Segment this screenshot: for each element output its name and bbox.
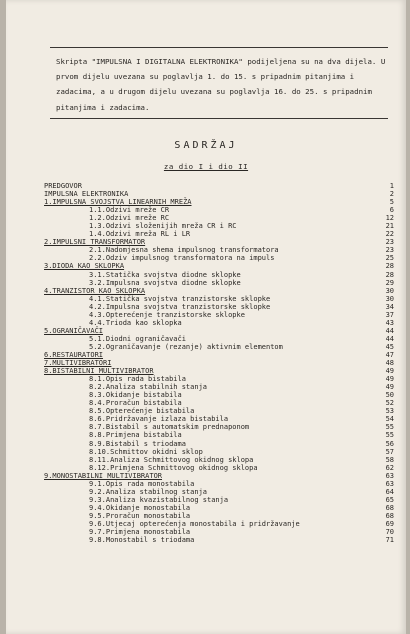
intro-paragraph: Skripta "IMPULSNA I DIGITALNA ELEKTRONIKA" podijeljena su na dva dijela. U prvom dijelu uvezana su poglavlja 1. do 15. s pripadnim pitanjima i zadacima, a u drugom dijelu uvezana su poglavlja 16. do 25. s pripadnim pitanjima i zadacima. bbox=[56, 57, 386, 112]
toc-entry-title: 1.3.Odzivi složenijih mreža CR i RC bbox=[89, 222, 237, 231]
toc-entry bbox=[44, 303, 394, 311]
toc-entry bbox=[44, 335, 394, 343]
toc-entry-title: 8.4.Proračun bistabila bbox=[89, 399, 182, 408]
toc-entry bbox=[44, 182, 394, 190]
toc-subtitle: za dio I i dio II bbox=[163, 162, 249, 171]
toc-entry bbox=[44, 440, 394, 448]
toc-entry-title: 8.1.Opis rada bistabila bbox=[89, 375, 186, 384]
toc-entry-page: 43 bbox=[385, 318, 394, 327]
toc-entry-page: 69 bbox=[385, 519, 394, 528]
toc-entry-page: 52 bbox=[385, 399, 394, 408]
toc-entry-page: 50 bbox=[385, 391, 394, 400]
toc-entry-title: 9.MONOSTABILNI MULTIVIBRATOR bbox=[44, 471, 163, 480]
toc-entry bbox=[44, 488, 394, 496]
toc-entry-page: 49 bbox=[385, 367, 394, 376]
toc-entry bbox=[44, 206, 394, 214]
toc-entry-page: 34 bbox=[385, 302, 394, 311]
toc-entry bbox=[44, 319, 394, 327]
toc-entry-page: 70 bbox=[385, 528, 394, 537]
toc-entry-title: 4.4.Trioda kao sklopka bbox=[89, 318, 182, 327]
toc-entry-page: 65 bbox=[385, 495, 394, 504]
toc-entry bbox=[44, 311, 394, 319]
toc-entry-page: 5 bbox=[389, 198, 394, 207]
toc-entry-page: 37 bbox=[385, 310, 394, 319]
toc-entry bbox=[44, 456, 394, 464]
toc-title: SADRŽAJ bbox=[174, 140, 238, 151]
toc-entry-title: 4.1.Statička svojstva tranzistorske sklopke bbox=[89, 294, 271, 303]
toc-entry-page: 68 bbox=[385, 511, 394, 520]
toc-entry-page: 12 bbox=[385, 214, 394, 223]
toc-entry-title: 8.9.Bistabil s triodama bbox=[89, 439, 186, 448]
toc-entry bbox=[44, 415, 394, 423]
toc-entry bbox=[44, 279, 394, 287]
toc-entry bbox=[44, 295, 394, 303]
toc-entry bbox=[44, 472, 394, 480]
toc-entry-title: 7.MULTIVIBRATORI bbox=[44, 359, 112, 368]
toc-entry-page: 64 bbox=[385, 487, 394, 496]
toc-entry bbox=[44, 327, 394, 335]
toc-entry bbox=[44, 512, 394, 520]
toc-entry bbox=[44, 238, 394, 246]
toc-entry-page: 49 bbox=[385, 383, 394, 392]
toc-entry bbox=[44, 448, 394, 456]
toc-entry-page: 55 bbox=[385, 431, 394, 440]
toc-entry bbox=[44, 423, 394, 431]
table-of-contents bbox=[44, 182, 394, 544]
toc-entry bbox=[44, 222, 394, 230]
toc-entry-title: 1.2.Odzivi mreže RC bbox=[89, 214, 170, 223]
toc-entry bbox=[44, 367, 394, 375]
toc-entry-title: 8.6.Pridržavanje izlaza bistabila bbox=[89, 415, 229, 424]
toc-entry-title: 2.IMPULSNI TRANSFORMATOR bbox=[44, 238, 146, 247]
top-rule bbox=[50, 47, 388, 48]
toc-entry bbox=[44, 496, 394, 504]
toc-entry bbox=[44, 262, 394, 270]
toc-entry-page: 63 bbox=[385, 471, 394, 480]
toc-entry-page: 44 bbox=[385, 326, 394, 335]
toc-entry-title: 1.IMPULSNA SVOJSTVA LINEARNIH MREŽA bbox=[44, 198, 192, 207]
toc-entry bbox=[44, 230, 394, 238]
toc-entry-page: 48 bbox=[385, 359, 394, 368]
toc-entry-page: 53 bbox=[385, 407, 394, 416]
toc-entry-page: 22 bbox=[385, 230, 394, 239]
toc-entry-title: 9.8.Monostabil s triodama bbox=[89, 536, 195, 545]
toc-entry-page: 47 bbox=[385, 350, 394, 359]
toc-entry-title: 6.RESTAURATORI bbox=[44, 350, 104, 359]
toc-entry-page: 6 bbox=[389, 206, 394, 215]
toc-entry-title: 8.2.Analiza stabilnih stanja bbox=[89, 383, 208, 392]
toc-entry bbox=[44, 254, 394, 262]
toc-entry bbox=[44, 271, 394, 279]
toc-entry-page: 23 bbox=[385, 246, 394, 255]
toc-entry-title: 4.TRANZISTOR KAO SKLOPKA bbox=[44, 286, 146, 295]
toc-entry-page: 62 bbox=[385, 463, 394, 472]
toc-entry bbox=[44, 391, 394, 399]
toc-entry-page: 57 bbox=[385, 447, 394, 456]
toc-entry-title: 5.OGRANIČAVAČI bbox=[44, 326, 104, 335]
toc-entry-page: 44 bbox=[385, 334, 394, 343]
toc-entry-title: 3.DIODA KAO SKLOPKA bbox=[44, 262, 125, 271]
toc-entry-title: 8.BISTABILNI MULTIVIBRATOR bbox=[44, 367, 154, 376]
toc-entry bbox=[44, 431, 394, 439]
toc-entry-title: 2.1.Nadomjesna shema impulsnog transformatora bbox=[89, 246, 279, 255]
toc-entry-title: 8.10.Schmittov okidni sklop bbox=[89, 447, 203, 456]
toc-entry-page: 68 bbox=[385, 503, 394, 512]
toc-entry-title: 8.5.Opterećenje bistabila bbox=[89, 407, 195, 416]
toc-entry-title: 1.4.Odzivi mreža RL i LR bbox=[89, 230, 191, 239]
toc-entry-title: 9.1.Opis rada monostabila bbox=[89, 479, 195, 488]
toc-entry-page: 21 bbox=[385, 222, 394, 231]
toc-entry-page: 58 bbox=[385, 455, 394, 464]
toc-entry-title: IMPULSNA ELEKTRONIKA bbox=[44, 190, 129, 199]
toc-entry bbox=[44, 480, 394, 488]
toc-entry-title: 8.11.Analiza Schmittovog okidnog sklopa bbox=[89, 455, 254, 464]
bottom-rule bbox=[50, 118, 388, 119]
toc-entry bbox=[44, 383, 394, 391]
toc-entry-page: 28 bbox=[385, 262, 394, 271]
toc-entry bbox=[44, 520, 394, 528]
toc-entry-title: 2.2.Odziv impulsnog transformatora na impuls bbox=[89, 254, 275, 263]
toc-entry-title: 8.7.Bistabil s automatskim prednaponom bbox=[89, 423, 250, 432]
toc-entry bbox=[44, 464, 394, 472]
toc-entry bbox=[44, 504, 394, 512]
toc-entry-title: 4.3.Opterećenje tranzistorske sklopke bbox=[89, 310, 245, 319]
toc-entry bbox=[44, 190, 394, 198]
toc-entry bbox=[44, 351, 394, 359]
toc-entry-title: 8.12.Primjena Schmittovog okidnog sklopa bbox=[89, 463, 258, 472]
toc-entry-title: 4.2.Impulsna svojstva tranzistorske sklopke bbox=[89, 302, 271, 311]
toc-entry-title: 9.2.Analiza stabilnog stanja bbox=[89, 487, 208, 496]
toc-entry bbox=[44, 375, 394, 383]
toc-entry-page: 49 bbox=[385, 375, 394, 384]
toc-entry-page: 71 bbox=[385, 536, 394, 545]
toc-entry bbox=[44, 246, 394, 254]
document-page bbox=[6, 0, 406, 634]
toc-entry-title: 5.2.Ograničavanje (rezanje) aktivnim elementom bbox=[89, 342, 283, 351]
toc-entry-page: 23 bbox=[385, 238, 394, 247]
toc-entry bbox=[44, 536, 394, 544]
toc-entry-page: 28 bbox=[385, 270, 394, 279]
toc-entry bbox=[44, 359, 394, 367]
toc-entry bbox=[44, 214, 394, 222]
toc-entry-page: 30 bbox=[385, 286, 394, 295]
toc-entry-title: 9.7.Primjena monostabila bbox=[89, 528, 191, 537]
toc-entry-title: 8.3.Okidanje bistabila bbox=[89, 391, 182, 400]
toc-entry-title: 8.8.Primjena bistabila bbox=[89, 431, 182, 440]
toc-entry-page: 25 bbox=[385, 254, 394, 263]
toc-entry-page: 30 bbox=[385, 294, 394, 303]
toc-entry-page: 55 bbox=[385, 423, 394, 432]
toc-entry-page: 2 bbox=[389, 190, 394, 199]
toc-entry-title: 3.2.Impulsna svojstva diodne sklopke bbox=[89, 278, 241, 287]
toc-entry bbox=[44, 407, 394, 415]
toc-entry-page: 63 bbox=[385, 479, 394, 488]
toc-entry bbox=[44, 528, 394, 536]
toc-entry-page: 54 bbox=[385, 415, 394, 424]
toc-entry bbox=[44, 399, 394, 407]
toc-entry bbox=[44, 198, 394, 206]
toc-entry-title: 5.1.Diodni ograničavači bbox=[89, 334, 186, 343]
toc-entry bbox=[44, 343, 394, 351]
toc-entry-title: 3.1.Statička svojstva diodne sklopke bbox=[89, 270, 241, 279]
toc-entry-page: 1 bbox=[389, 182, 394, 190]
toc-entry-title: 9.6.Utjecaj opterećenja monostabila i pridržavanje bbox=[89, 519, 300, 528]
toc-entry-title: PREDGOVOR bbox=[44, 182, 82, 190]
toc-entry-page: 56 bbox=[385, 439, 394, 448]
toc-entry-page: 45 bbox=[385, 342, 394, 351]
toc-entry-title: 9.5.Proračun monostabila bbox=[89, 511, 191, 520]
toc-entry-title: 9.4.Okidanje monostabila bbox=[89, 503, 191, 512]
toc-entry bbox=[44, 287, 394, 295]
toc-entry-title: 1.1.Odzivi mreže CR bbox=[89, 206, 170, 215]
toc-entry-page: 29 bbox=[385, 278, 394, 287]
toc-entry-title: 9.3.Analiza kvazistabilnog stanja bbox=[89, 495, 229, 504]
